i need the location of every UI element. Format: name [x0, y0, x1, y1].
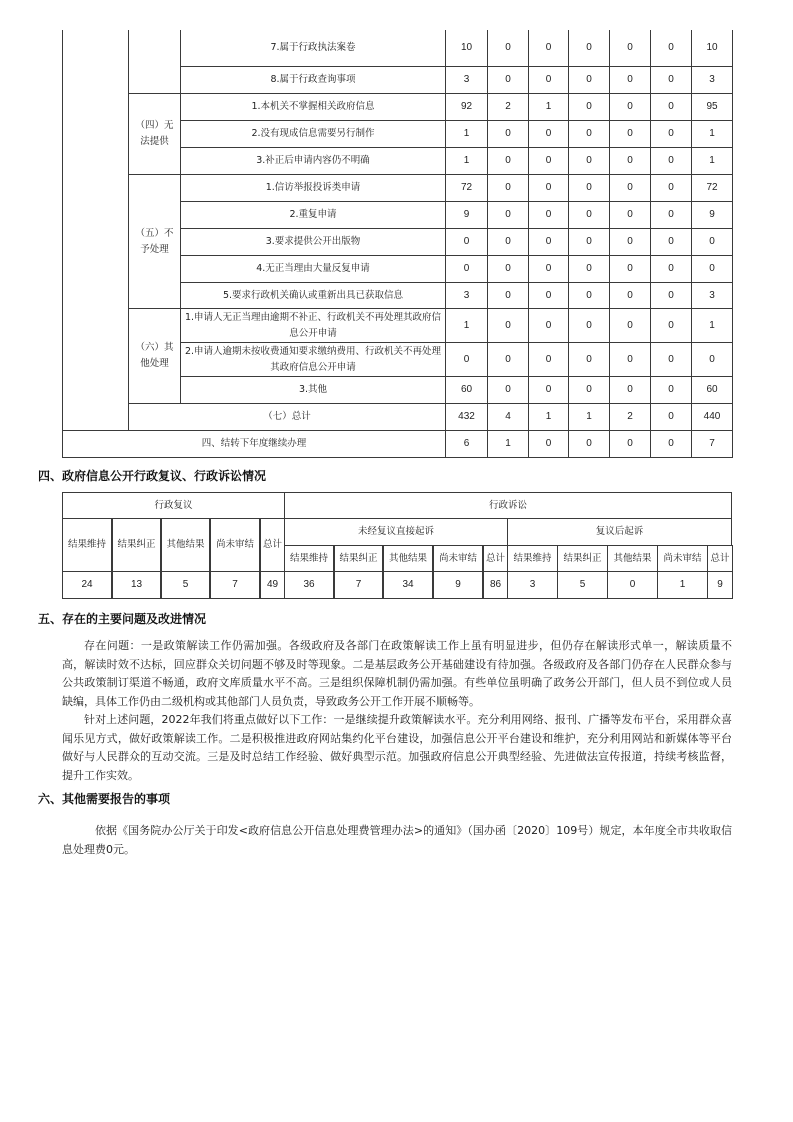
- direct-col-header: 其他结果: [383, 545, 433, 572]
- table-cell-value: 72: [445, 174, 488, 202]
- table-cell-value: 0: [609, 228, 651, 256]
- table-cell-value: 3: [691, 66, 733, 94]
- table-cell-value: 0: [691, 255, 733, 283]
- table-row-label: 5.要求行政机关确认或重新出具已获取信息: [180, 282, 446, 309]
- improvements-paragraph: 针对上述问题，2022年我们将重点做好以下工作：一是继续提升政策解读水平。充分利用网络、报刊、广播等发布平台，采用群众喜闻乐见方式，做好政策解读工作。二是积极推进政府网站集约化平台建设，加强信息公开平台建设和维护，充分利用网站和新媒体等平台做好与人民群众的互动交流。三是及时总结工作经验、做好典型示范。加强政府信息公开典型经验、先进做法宣传报道，持续考核监督，提升工作实效。: [62, 713, 732, 782]
- table-cell-value: 0: [609, 66, 651, 94]
- direct-value: 34: [383, 571, 433, 599]
- table-cell-value: 0: [487, 147, 529, 175]
- section5-body: [62, 637, 732, 785]
- section4-heading: 四、政府信息公开行政复议、行政诉讼情况: [38, 469, 267, 483]
- table-row-label: 1.申请人无正当理由逾期不补正、行政机关不再处理其政府信息公开申请: [180, 308, 446, 343]
- table-cell-value: 0: [609, 342, 651, 377]
- table-cell-value: 0: [568, 30, 610, 67]
- table-row-label: 8.属于行政查询事项: [180, 66, 446, 94]
- table-cell-value: 0: [487, 174, 529, 202]
- table-row-label: 1.本机关不掌握相关政府信息: [180, 93, 446, 121]
- table-cell-value: 10: [691, 30, 733, 67]
- direct-value: 36: [284, 571, 334, 599]
- table-cell-value: 1: [691, 308, 733, 343]
- group-cell-unable-provide: （四）无法提供: [128, 93, 181, 175]
- table-cell-value: 0: [487, 376, 529, 404]
- review-col-header: 尚未审结: [210, 518, 260, 572]
- table-cell-value: 0: [650, 342, 692, 377]
- total-cell-value: 2: [609, 403, 651, 431]
- table-cell-value: 0: [609, 255, 651, 283]
- after-value: 5: [557, 571, 608, 599]
- table-cell-value: 0: [528, 120, 569, 148]
- table-cell-value: 0: [650, 282, 692, 309]
- table-cell-value: 0: [568, 147, 610, 175]
- table-cell-value: 0: [568, 342, 610, 377]
- carry-cell-value: 1: [487, 430, 529, 458]
- table-cell-value: 0: [650, 376, 692, 404]
- direct-value: 86: [483, 571, 508, 599]
- review-value: 5: [161, 571, 210, 599]
- table-cell-value: 0: [650, 120, 692, 148]
- table-cell-value: 0: [568, 201, 610, 229]
- after-col-header: 其他结果: [607, 545, 658, 572]
- table-row-label: 1.信访举报投诉类申请: [180, 174, 446, 202]
- after-value: 3: [507, 571, 558, 599]
- carry-cell-value: 6: [445, 430, 488, 458]
- table-cell-value: 0: [487, 308, 529, 343]
- table-cell-value: 0: [445, 228, 488, 256]
- carry-cell-value: 0: [609, 430, 651, 458]
- after-col-header: 总计: [707, 545, 733, 572]
- review-col-header: 总计: [260, 518, 285, 572]
- direct-value: 7: [334, 571, 383, 599]
- section6-heading: 六、其他需要报告的事项: [38, 792, 171, 806]
- table-cell-value: 1: [445, 120, 488, 148]
- group-cell-other-processing: （六）其他处理: [128, 308, 181, 404]
- table-cell-value: 0: [528, 201, 569, 229]
- table-cell-value: 0: [568, 228, 610, 256]
- group-cell-continued: [128, 30, 181, 94]
- direct-col-header: 结果纠正: [334, 545, 383, 572]
- table-cell-value: 0: [528, 147, 569, 175]
- table-row-label: 3.其他: [180, 376, 446, 404]
- direct-col-header: 结果维持: [284, 545, 334, 572]
- table-cell-value: 0: [487, 201, 529, 229]
- table-cell-value: 0: [650, 66, 692, 94]
- after-value: 0: [607, 571, 658, 599]
- table-cell-value: 0: [568, 255, 610, 283]
- direct-col-header: 总计: [483, 545, 508, 572]
- table-cell-value: 0: [650, 201, 692, 229]
- table-cell-value: 0: [650, 228, 692, 256]
- table-cell-value: 0: [487, 342, 529, 377]
- table-cell-value: 0: [609, 93, 651, 121]
- table-cell-value: 0: [528, 342, 569, 377]
- table-cell-value: 10: [445, 30, 488, 67]
- table-cell-value: 0: [650, 93, 692, 121]
- after-review-suit-header: 复议后起诉: [507, 518, 732, 546]
- table-cell-value: 0: [487, 228, 529, 256]
- table-cell-value: 9: [445, 201, 488, 229]
- direct-suit-header: 未经复议直接起诉: [284, 518, 508, 546]
- table-cell-value: 0: [568, 120, 610, 148]
- table-cell-value: 0: [528, 174, 569, 202]
- table-cell-value: 0: [528, 376, 569, 404]
- carry-cell-value: 0: [568, 430, 610, 458]
- table-cell-value: 0: [609, 376, 651, 404]
- review-col-header: 结果纠正: [112, 518, 161, 572]
- direct-col-header: 尚未审结: [433, 545, 483, 572]
- table-cell-value: 72: [691, 174, 733, 202]
- review-value: 24: [62, 571, 112, 599]
- table-cell-value: 0: [568, 174, 610, 202]
- section5-heading: 五、存在的主要问题及改进情况: [38, 612, 207, 626]
- after-value: 1: [657, 571, 708, 599]
- review-value: 13: [112, 571, 161, 599]
- carry-cell-value: 7: [691, 430, 733, 458]
- table-row-label: 3.要求提供公开出版物: [180, 228, 446, 256]
- direct-value: 9: [433, 571, 483, 599]
- table-cell-value: 0: [609, 120, 651, 148]
- table-cell-value: 0: [650, 255, 692, 283]
- group-cell-not-processed: （五）不予处理: [128, 174, 181, 309]
- total-cell-value: 0: [650, 403, 692, 431]
- total-cell-value: 1: [528, 403, 569, 431]
- table-cell-value: 3: [445, 282, 488, 309]
- table-cell-value: 9: [691, 201, 733, 229]
- total-cell-value: 440: [691, 403, 733, 431]
- table-cell-value: 0: [609, 308, 651, 343]
- review-col-header: 其他结果: [161, 518, 210, 572]
- table-row-label: 7.属于行政执法案卷: [180, 30, 446, 67]
- table-cell-value: 92: [445, 93, 488, 121]
- table-cell-value: 0: [609, 30, 651, 67]
- total-cell-value: 4: [487, 403, 529, 431]
- table-cell-value: 0: [609, 282, 651, 309]
- table-cell-value: 0: [609, 201, 651, 229]
- table-cell-value: 1: [528, 93, 569, 121]
- review-value: 49: [260, 571, 285, 599]
- table-cell-value: 0: [487, 30, 529, 67]
- table-cell-value: 0: [528, 66, 569, 94]
- total-cell-value: 1: [568, 403, 610, 431]
- fee-paragraph: 依据《国务院办公厅关于印发<政府信息公开信息处理费管理办法>的通知》（国办函〔2020〕109号）规定，本年度全市共收取信息处理费0元。: [62, 824, 732, 856]
- table-cell-value: 0: [528, 30, 569, 67]
- carry-cell-value: 0: [528, 430, 569, 458]
- table-cell-value: 0: [650, 30, 692, 67]
- table-cell-value: 0: [650, 147, 692, 175]
- table-cell-value: 0: [528, 308, 569, 343]
- table-row-label: 2.申请人逾期未按收费通知要求缴纳费用、行政机关不再处理其政府信息公开申请: [180, 342, 446, 377]
- after-col-header: 结果纠正: [557, 545, 608, 572]
- section6-body: [62, 822, 732, 859]
- table-cell-value: 0: [487, 66, 529, 94]
- table-cell-value: 60: [445, 376, 488, 404]
- review-value: 7: [210, 571, 260, 599]
- table-cell-value: 0: [487, 282, 529, 309]
- outer-left-column: [62, 30, 129, 431]
- carry-cell-value: 0: [650, 430, 692, 458]
- table-row-label: 4.无正当理由大量反复申请: [180, 255, 446, 283]
- table-cell-value: 0: [487, 120, 529, 148]
- table-cell-value: 0: [528, 228, 569, 256]
- table-row-label: 2.重复申请: [180, 201, 446, 229]
- table-cell-value: 0: [568, 93, 610, 121]
- review-col-header: 结果维持: [62, 518, 112, 572]
- table-cell-value: 0: [691, 342, 733, 377]
- table-cell-value: 95: [691, 93, 733, 121]
- table-row-label: 2.没有现成信息需要另行制作: [180, 120, 446, 148]
- table-cell-value: 0: [568, 66, 610, 94]
- table-row-label: 3.补正后申请内容仍不明确: [180, 147, 446, 175]
- table-cell-value: 0: [528, 282, 569, 309]
- table-cell-value: 0: [691, 228, 733, 256]
- table-cell-value: 1: [445, 308, 488, 343]
- problems-paragraph: 存在问题：一是政策解读工作仍需加强。各级政府及各部门在政策解读工作上虽有明显进步，但仍存在解读形式单一，解读质量不高，解读时效不达标，回应群众关切问题不够及时等现象。二是基层政务公开基础建设有待加强。各级政府及各部门仍存在人民群众参与公共政策制订渠道不畅通，政府文库质量水平不高。三是组织保障机制仍需加强。有些单位虽明确了政务公开部门，但人员不到位或人员缺编，具体工作仍由二级机构或其他部门人员负责，导致政务公开工作开展不顺畅等。: [62, 639, 732, 708]
- after-col-header: 结果维持: [507, 545, 558, 572]
- review-header: 行政复议: [62, 492, 285, 519]
- table-cell-value: 3: [445, 66, 488, 94]
- after-col-header: 尚未审结: [657, 545, 708, 572]
- table-cell-value: 0: [568, 376, 610, 404]
- table-cell-value: 0: [568, 308, 610, 343]
- table-cell-value: 60: [691, 376, 733, 404]
- table-cell-value: 0: [650, 308, 692, 343]
- table-cell-value: 1: [445, 147, 488, 175]
- table-cell-value: 1: [691, 147, 733, 175]
- total-cell-value: 432: [445, 403, 488, 431]
- table-cell-value: 0: [445, 342, 488, 377]
- table-cell-value: 3: [691, 282, 733, 309]
- table-cell-value: 0: [528, 255, 569, 283]
- lawsuit-header: 行政诉讼: [284, 492, 732, 519]
- table-cell-value: 0: [568, 282, 610, 309]
- table-cell-value: 0: [609, 147, 651, 175]
- total-row-label: （七）总计: [128, 403, 446, 431]
- table-cell-value: 0: [487, 255, 529, 283]
- table-cell-value: 0: [650, 174, 692, 202]
- table-cell-value: 1: [691, 120, 733, 148]
- table-cell-value: 2: [487, 93, 529, 121]
- after-value: 9: [707, 571, 733, 599]
- table-cell-value: 0: [445, 255, 488, 283]
- carry-row-label: 四、结转下年度继续办理: [62, 430, 446, 458]
- table-cell-value: 0: [609, 174, 651, 202]
